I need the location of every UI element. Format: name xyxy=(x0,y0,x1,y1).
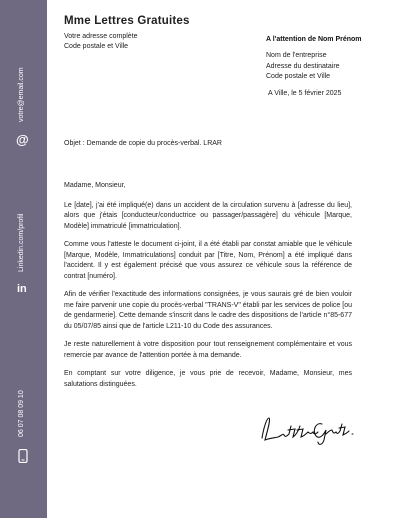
sidebar xyxy=(0,0,47,518)
recipient-block xyxy=(266,36,386,83)
sender-postal-city: Code postale et Ville xyxy=(64,43,129,50)
linkedin-icon: in xyxy=(17,283,27,295)
recipient-postal-city: Code postale et Ville xyxy=(266,73,331,80)
paragraph-2: Comme vous l'atteste le document ci-joint, il a été établi par constat amiable que le véhicule [Marque, Modèle, Immatriculations] conduit par [Titre, Nom, Prénom] a été impliqué dans l'accident. Il y est également précisé que vous assurez ce véhicule sous la référence de contrat [numéro]. xyxy=(64,241,352,280)
recipient-company: Nom de l'entreprise xyxy=(266,52,327,59)
signature xyxy=(258,412,358,448)
paragraph-1: Le [date], j'ai été impliqué(e) dans un accident de la circulation survenu à [adresse du lieu], alors que j'étais [conducteur/conductrice ou passager/passagère] du véhicule [Marque, Modèle] immatriculé [immatriculation]. xyxy=(64,201,352,230)
paragraph-3: Afin de vérifier l'exactitude des informations consignées, je vous saurais gré de bien vouloir me faire parvenir une copie du procès-verbal "TRANS-V" établi par les services de police [ou de gendarmerie]. Cette demande s'inscrit dans le cadre des dispositions de l'article n°85-677 du 05/07/85 ainsi que de l'article L211-10 du Code des assurances. xyxy=(64,291,352,330)
sidebar-email[interactable]: votre@email.com xyxy=(18,67,25,122)
sender-address: Votre adresse complète xyxy=(64,33,138,40)
paragraph-5: En comptant sur votre diligence, je vous prie de recevoir, Madame, Monsieur, mes salutations distinguées. xyxy=(64,370,352,388)
paragraph-4: Je reste naturellement à votre disposition pour tout renseignement complémentaire et vous remercie par avance de l'attention portée à ma demande. xyxy=(64,341,352,359)
sidebar-phone[interactable]: 06 07 08 09 10 xyxy=(18,390,25,437)
recipient-address: Adresse du destinataire xyxy=(266,62,340,70)
salutation: Madame, Monsieur, xyxy=(64,182,126,189)
sidebar-linkedin[interactable]: Linkedin.com/profil xyxy=(18,213,25,272)
at-icon: @ xyxy=(16,132,29,147)
phone-icon xyxy=(17,449,29,468)
letter-object: Objet : Demande de copie du procès-verbal. LRAR xyxy=(64,140,222,147)
place-date: A Ville, le 5 février 2025 xyxy=(268,90,342,97)
sender-name: Mme Lettres Gratuites xyxy=(64,15,190,27)
recipient-attention: A l'attention de Nom Prénom xyxy=(266,36,362,43)
letter-body xyxy=(64,181,352,398)
